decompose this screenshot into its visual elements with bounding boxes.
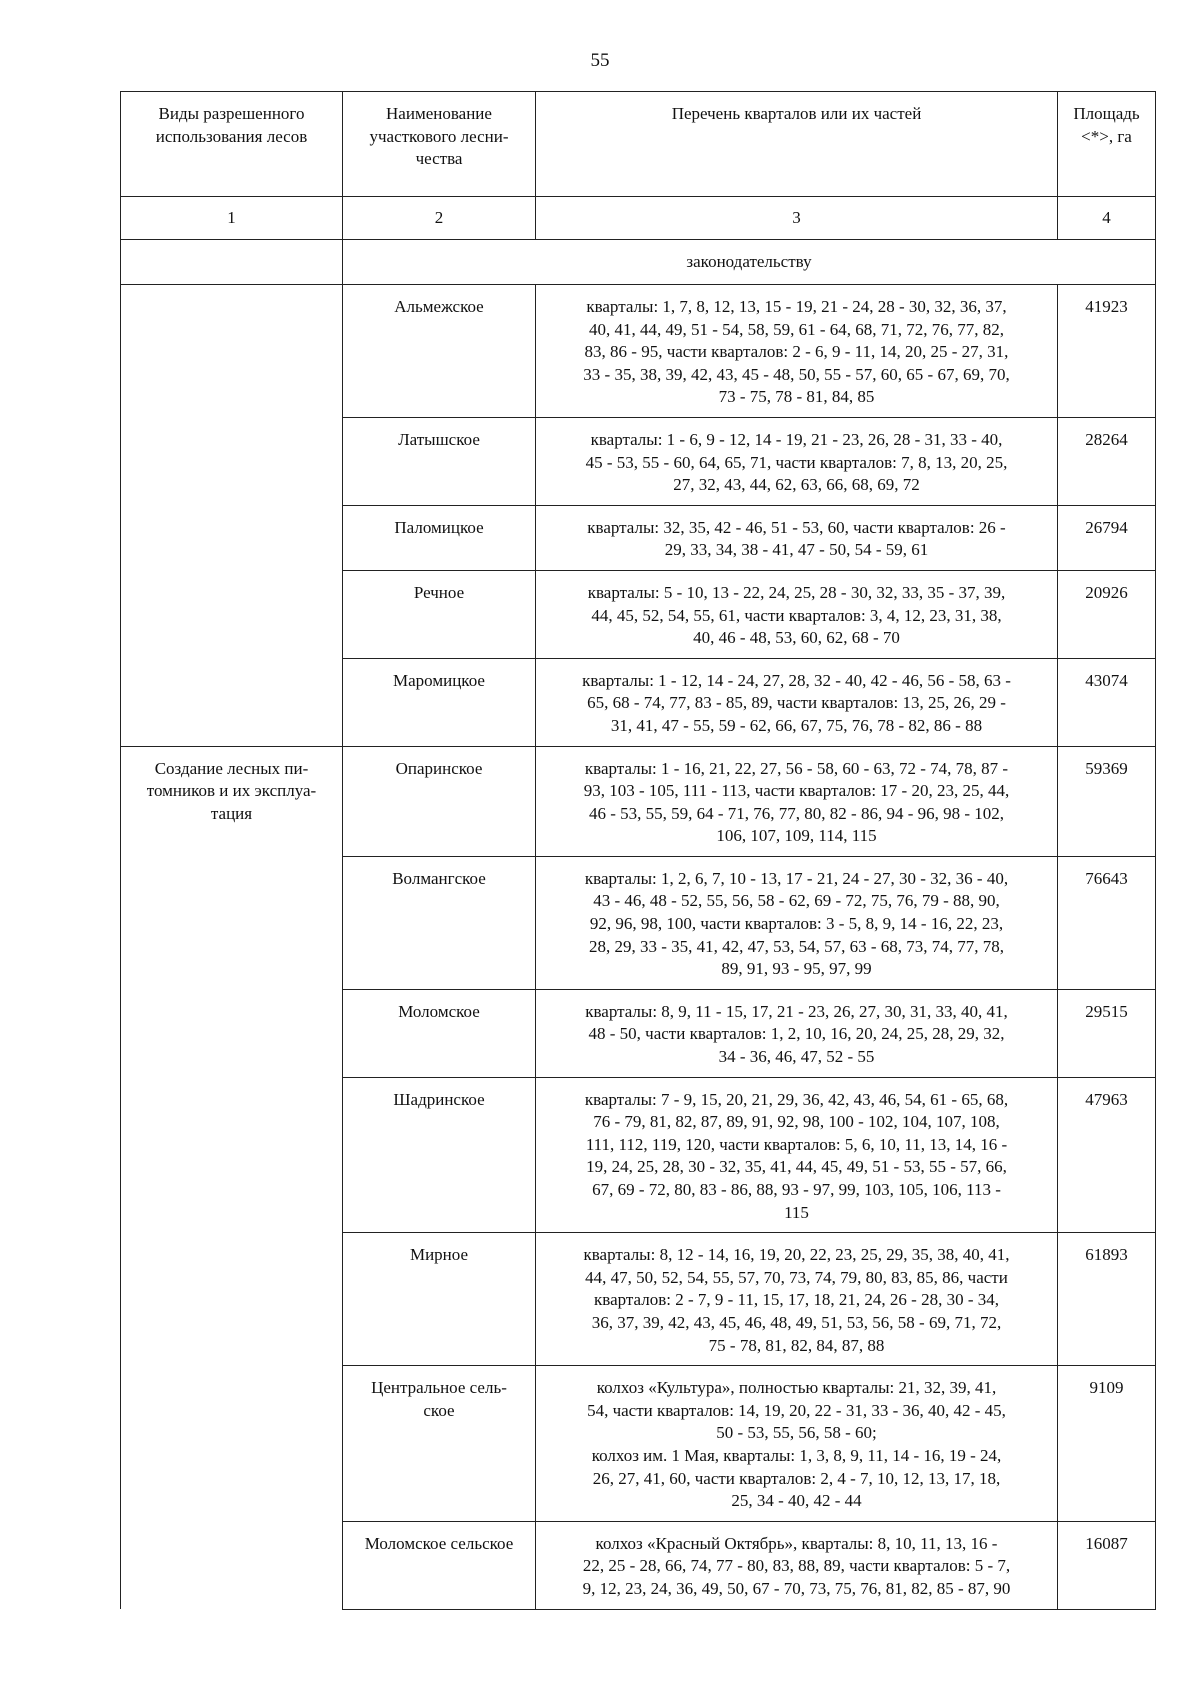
quarters-line: 26, 27, 41, 60, части кварталов: 2, 4 - 7, 10, 12, 13, 17, 18,: [592, 1468, 1001, 1488]
forest-use-table: [120, 91, 1156, 1610]
quarters-line: 29, 33, 34, 38 - 41, 47 - 50, 54 - 59, 61: [664, 540, 929, 560]
quarters-list: [536, 417, 1058, 505]
quarters-line: 40, 46 - 48, 53, 60, 62, 68 - 70: [693, 628, 900, 648]
header-area-line: <*>, га: [1081, 126, 1132, 146]
section-empty-cell: [121, 240, 343, 285]
district-name: [343, 505, 536, 570]
header-quarters-list: [536, 92, 1058, 197]
quarters-line: 54, части кварталов: 14, 19, 20, 22 - 31, 33 - 36, 40, 42 - 45,: [587, 1400, 1006, 1420]
quarters-line: кварталы: 1 - 6, 9 - 12, 14 - 19, 21 - 23, 26, 28 - 31, 33 - 40,: [590, 429, 1003, 449]
table-header-row: [121, 92, 1156, 197]
column-number: 3: [536, 197, 1058, 240]
area-value: 26794: [1058, 505, 1156, 570]
quarters-line: 45 - 53, 55 - 60, 64, 65, 71, части кварталов: 7, 8, 13, 20, 25,: [585, 452, 1008, 472]
district-name-line: Центральное сель-: [371, 1378, 507, 1398]
district-name-line: Моломское: [398, 1001, 480, 1021]
quarters-line: 22, 25 - 28, 66, 74, 77 - 80, 83, 88, 89, части кварталов: 5 - 7,: [582, 1556, 1011, 1576]
area-value: 9109: [1058, 1366, 1156, 1522]
district-name-line: Альмежское: [394, 297, 484, 316]
district-name: [343, 658, 536, 746]
quarters-line: 111, 112, 119, 120, части кварталов: 5, 6, 10, 11, 13, 14, 16 -: [585, 1134, 1008, 1154]
quarters-list: [536, 989, 1058, 1077]
area-value: 16087: [1058, 1521, 1156, 1609]
quarters-line: кварталы: 1, 2, 6, 7, 10 - 13, 17 - 21, 24 - 27, 30 - 32, 36 - 40,: [584, 868, 1009, 888]
district-name: [343, 856, 536, 989]
quarters-list: [536, 505, 1058, 570]
column-number-row: [121, 197, 1156, 240]
table-row: [121, 746, 1156, 856]
quarters-line: кварталы: 7 - 9, 15, 20, 21, 29, 36, 42, 43, 46, 54, 61 - 65, 68,: [584, 1089, 1009, 1109]
quarters-line: 106, 107, 109, 114, 115: [716, 826, 877, 846]
district-name: [343, 989, 536, 1077]
header-district-name: [343, 92, 536, 197]
quarters-line: кварталов: 2 - 7, 9 - 11, 15, 17, 18, 21, 24, 26 - 28, 30 - 34,: [594, 1290, 999, 1310]
quarters-line: 67, 69 - 72, 80, 83 - 86, 88, 93 - 97, 99, 103, 105, 106, 113 -: [592, 1180, 1001, 1199]
use-type-line: Создание лесных пи-: [154, 758, 309, 778]
quarters-line: кварталы: 8, 12 - 14, 16, 19, 20, 22, 23, 25, 29, 35, 38, 40, 41,: [583, 1245, 1010, 1265]
use-type-cell: [121, 746, 343, 1609]
quarters-line: 25, 34 - 40, 42 - 44: [731, 1491, 862, 1511]
quarters-line: 34 - 36, 46, 47, 52 - 55: [718, 1047, 875, 1067]
quarters-list: [536, 1077, 1058, 1233]
district-name-line: Волмангское: [392, 868, 486, 888]
quarters-line: 46 - 53, 55, 59, 64 - 71, 76, 77, 80, 82 - 86, 94 - 96, 98 - 102,: [588, 803, 1005, 823]
quarters-line: 89, 91, 93 - 95, 97, 99: [721, 959, 872, 979]
district-name-line: Моломское сельское: [364, 1533, 514, 1553]
section-row: [121, 240, 1156, 285]
quarters-line: кварталы: 8, 9, 11 - 15, 17, 21 - 23, 26, 27, 30, 31, 33, 40, 41,: [585, 1001, 1008, 1021]
district-name-line: Речное: [413, 582, 465, 602]
header-use-type-line: использования лесов: [155, 126, 308, 146]
district-name-line: Паломицкое: [394, 517, 484, 537]
quarters-line: колхоз «Красный Октябрь», кварталы: 8, 10, 11, 13, 16 -: [595, 1533, 998, 1553]
quarters-line: 65, 68 - 74, 77, 83 - 85, 89, части кварталов: 13, 25, 26, 29 -: [587, 693, 1006, 713]
quarters-line: кварталы: 1 - 12, 14 - 24, 27, 28, 32 - 40, 42 - 46, 56 - 58, 63 -: [582, 670, 1011, 690]
quarters-list: [536, 658, 1058, 746]
quarters-line: колхоз «Культура», полностью кварталы: 21, 32, 39, 41,: [596, 1378, 997, 1398]
area-value: 41923: [1058, 285, 1156, 418]
quarters-line: 40, 41, 44, 49, 51 - 54, 58, 59, 61 - 64, 68, 71, 72, 76, 77, 82,: [588, 319, 1005, 339]
quarters-line: 28, 29, 33 - 35, 41, 42, 47, 53, 54, 57, 63 - 68, 73, 74, 77, 78,: [588, 936, 1005, 956]
quarters-line: 73 - 75, 78 - 81, 84, 85: [718, 387, 875, 407]
quarters-line: 83, 86 - 95, части кварталов: 2 - 6, 9 - 11, 14, 20, 25 - 27, 31,: [584, 342, 1009, 362]
quarters-line: кварталы: 32, 35, 42 - 46, 51 - 53, 60, части кварталов: 26 -: [587, 517, 1006, 537]
district-name: [343, 285, 536, 418]
quarters-line: 36, 37, 39, 42, 43, 45, 46, 48, 49, 51, 53, 56, 58 - 69, 71, 72,: [591, 1312, 1002, 1332]
district-name: [343, 746, 536, 856]
header-district-line: Наименование: [386, 104, 492, 123]
area-value: 29515: [1058, 989, 1156, 1077]
district-name: [343, 1521, 536, 1609]
use-type-cell-continued: [121, 285, 343, 747]
area-value: 47963: [1058, 1077, 1156, 1233]
header-district-line: участкового лесни-: [369, 126, 509, 146]
quarters-line: 75 - 78, 81, 82, 84, 87, 88: [708, 1335, 885, 1355]
page-number: 55: [590, 50, 610, 71]
column-number: 4: [1058, 197, 1156, 240]
quarters-line: 50 - 53, 55, 56, 58 - 60;: [716, 1423, 877, 1443]
quarters-list: [536, 285, 1058, 418]
district-name-line: Шадринское: [393, 1089, 485, 1109]
section-title: законодательству: [343, 240, 1156, 285]
district-name-line: Маромицкое: [393, 670, 485, 690]
header-use-type-line: Виды разрешенного: [158, 104, 305, 123]
district-name: [343, 1233, 536, 1366]
quarters-line: 33 - 35, 38, 39, 42, 43, 45 - 48, 50, 55 - 57, 60, 65 - 67, 69, 70,: [583, 364, 1010, 384]
header-area-line: Площадь: [1073, 104, 1140, 123]
quarters-line: кварталы: 5 - 10, 13 - 22, 24, 25, 28 - 30, 32, 33, 35 - 37, 39,: [587, 582, 1006, 602]
header-quarters-line: Перечень кварталов или их частей: [671, 104, 922, 123]
quarters-line: 48 - 50, части кварталов: 1, 2, 10, 16, 20, 24, 25, 28, 29, 32,: [588, 1024, 1005, 1044]
area-value: 43074: [1058, 658, 1156, 746]
header-use-type: [121, 92, 343, 197]
district-name-line: Мирное: [409, 1245, 469, 1265]
district-name: [343, 1366, 536, 1522]
quarters-list: [536, 746, 1058, 856]
header-district-line: чества: [415, 149, 463, 169]
quarters-list: [536, 570, 1058, 658]
use-type-line: тация: [210, 803, 253, 823]
quarters-line: кварталы: 1, 7, 8, 12, 13, 15 - 19, 21 - 24, 28 - 30, 32, 36, 37,: [586, 297, 1007, 316]
quarters-line: 31, 41, 47 - 55, 59 - 62, 66, 67, 75, 76, 78 - 82, 86 - 88: [610, 715, 983, 735]
column-number: 2: [343, 197, 536, 240]
quarters-line: 43 - 46, 48 - 52, 55, 56, 58 - 62, 69 - 72, 75, 76, 79 - 88, 90,: [593, 891, 1000, 911]
district-name-line: ское: [423, 1400, 455, 1420]
quarters-line: 27, 32, 43, 44, 62, 63, 66, 68, 69, 72: [673, 475, 920, 495]
area-value: 59369: [1058, 746, 1156, 856]
quarters-line: 44, 47, 50, 52, 54, 55, 57, 70, 73, 74, 79, 80, 83, 85, 86, части: [585, 1267, 1008, 1287]
quarters-line: 9, 12, 23, 24, 36, 49, 50, 67 - 70, 73, 75, 76, 81, 82, 85 - 87, 90: [582, 1578, 1011, 1598]
table-row: [121, 285, 1156, 418]
district-name: [343, 1077, 536, 1233]
use-type-line: томников и их эксплуа-: [146, 781, 317, 801]
quarters-line: колхоз им. 1 Мая, кварталы: 1, 3, 8, 9, 11, 14 - 16, 19 - 24,: [591, 1445, 1002, 1465]
district-name-line: Латышское: [398, 429, 480, 449]
quarters-line: кварталы: 1 - 16, 21, 22, 27, 56 - 58, 60 - 63, 72 - 74, 78, 87 -: [584, 758, 1009, 778]
district-name: [343, 417, 536, 505]
quarters-line: 44, 45, 52, 54, 55, 61, части кварталов: 3, 4, 12, 23, 31, 38,: [591, 605, 1002, 625]
column-number: 1: [121, 197, 343, 240]
quarters-line: 19, 24, 25, 28, 30 - 32, 35, 41, 44, 45, 49, 51 - 53, 55 - 57, 66,: [586, 1157, 1007, 1177]
area-value: 76643: [1058, 856, 1156, 989]
quarters-list: [536, 856, 1058, 989]
header-area: [1058, 92, 1156, 197]
quarters-list: [536, 1233, 1058, 1366]
quarters-line: 93, 103 - 105, 111 - 113, части кварталов: 17 - 20, 23, 25, 44,: [583, 781, 1010, 801]
district-name-line: Опаринское: [395, 758, 483, 778]
quarters-line: 115: [784, 1202, 809, 1222]
quarters-list: [536, 1366, 1058, 1522]
quarters-list: [536, 1521, 1058, 1609]
district-name: [343, 570, 536, 658]
area-value: 20926: [1058, 570, 1156, 658]
area-value: 28264: [1058, 417, 1156, 505]
quarters-line: 76 - 79, 81, 82, 87, 89, 91, 92, 98, 100 - 102, 104, 107, 108,: [593, 1112, 1000, 1132]
quarters-line: 92, 96, 98, 100, части кварталов: 3 - 5, 8, 9, 14 - 16, 22, 23,: [589, 914, 1004, 934]
area-value: 61893: [1058, 1233, 1156, 1366]
